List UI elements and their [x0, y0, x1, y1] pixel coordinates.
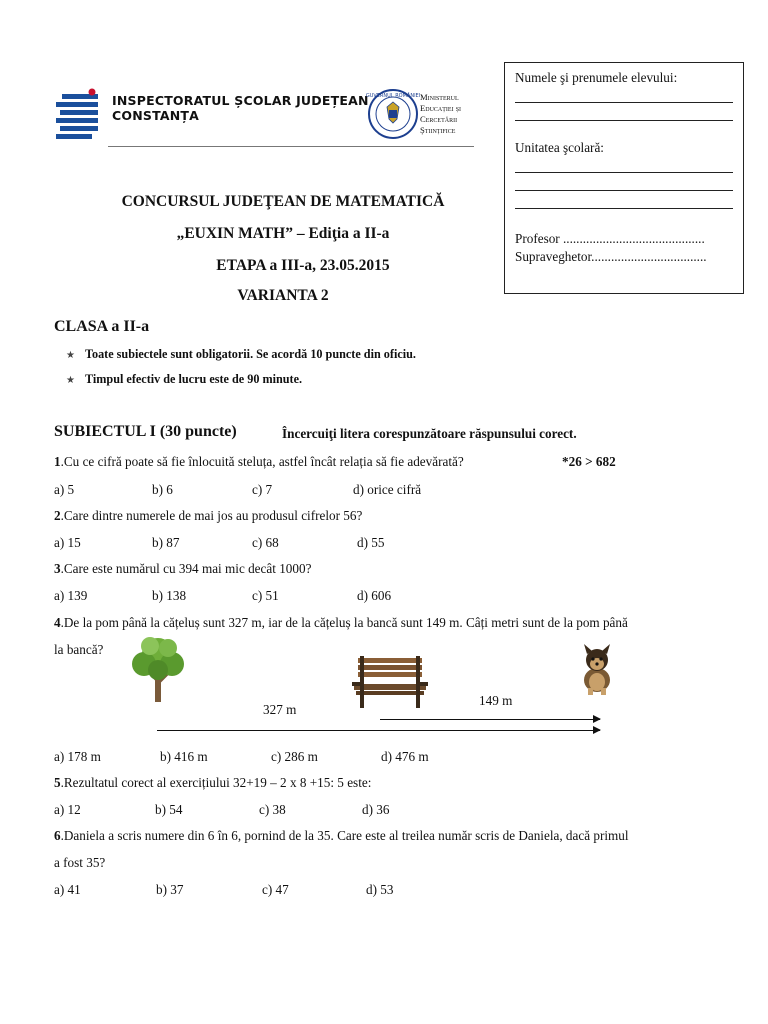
- arrow-327m: [157, 730, 600, 731]
- question-text: .Cu ce cifră poate să fie înlocuită steluța, astfel încât relația să fie adevărată?: [60, 454, 464, 469]
- label-149m: 149 m: [479, 693, 513, 708]
- tree-icon: [128, 632, 188, 704]
- question-1: [54, 454, 464, 470]
- option-a[interactable]: a) 15: [54, 535, 81, 550]
- profesor-field[interactable]: Profesor ...........................................: [515, 231, 705, 246]
- contest-title: CONCURSUL JUDEŢEAN DE MATEMATICĂ: [121, 193, 445, 210]
- star-bullet-icon: ★: [66, 375, 75, 386]
- government-seal-icon: [366, 88, 420, 140]
- stage-title: ETAPA a III-a, 23.05.2015: [216, 257, 390, 274]
- arrow-149m: [380, 719, 600, 720]
- option-c[interactable]: c) 51: [252, 588, 279, 603]
- question-text: .Care este numărul cu 394 mai mic decât 1000?: [60, 561, 312, 576]
- question-text: .Care dintre numerele de mai jos au produsul cifrelor 56?: [60, 508, 363, 523]
- question-2: [54, 508, 362, 524]
- rule-text: Timpul efectiv de lucru este de 90 minute.: [84, 372, 303, 386]
- student-name-line[interactable]: [515, 102, 733, 103]
- school-label: Unitatea şcolară:: [515, 140, 604, 155]
- question-text: .De la pom până la cățeluș sunt 327 m, iar de la cățeluș la bancă sunt 149 m. Câți metri sunt de la pom până: [60, 615, 628, 630]
- question-5: [54, 775, 371, 791]
- question-number: 2: [54, 508, 61, 523]
- seal-text: GUVERNUL ROMÂNIEI: [366, 93, 420, 99]
- student-name-line[interactable]: [515, 120, 733, 121]
- question-text: .Daniela a scris numere din 6 în 6, pornind de la 35. Care este al treilea număr scris de Daniela, dacă primul: [60, 828, 629, 843]
- ministry-line: Educației și: [420, 103, 462, 113]
- question-number: 3: [54, 561, 61, 576]
- class-heading: CLASA a II-a: [54, 318, 150, 335]
- option-d[interactable]: d) 55: [357, 535, 385, 550]
- isj-line2: CONSTANȚA: [112, 108, 199, 123]
- question-4-continuation: la bancă?: [54, 642, 104, 657]
- ministry-line: Științifice: [420, 125, 456, 135]
- question-1-relation: *26 > 682: [562, 454, 616, 469]
- section-title: SUBIECTUL I (30 puncte): [54, 423, 237, 440]
- option-b[interactable]: b) 6: [152, 482, 173, 497]
- question-number: 1: [54, 454, 61, 469]
- option-a[interactable]: a) 178 m: [54, 749, 101, 764]
- isj-name: [112, 93, 369, 123]
- variant-title: VARIANTA 2: [237, 287, 329, 304]
- option-d[interactable]: d) 53: [366, 882, 394, 897]
- label-327m: 327 m: [263, 702, 297, 717]
- option-c[interactable]: c) 68: [252, 535, 279, 550]
- option-a[interactable]: a) 5: [54, 482, 75, 497]
- option-b[interactable]: b) 87: [152, 535, 180, 550]
- option-b[interactable]: b) 54: [155, 802, 183, 817]
- question-number: 5: [54, 775, 61, 790]
- question-text: .Rezultatul corect al exercițiului 32+19 – 2 x 8 +15: 5 este:: [60, 775, 372, 790]
- header-divider: [108, 146, 474, 147]
- section-instruction: Încercuiţi litera corespunzătoare răspunsului corect.: [282, 426, 577, 441]
- student-name-label: Numele şi prenumele elevului:: [515, 70, 678, 85]
- supraveghetor-field[interactable]: Supraveghetor...................................: [515, 249, 707, 264]
- isj-logo-icon: [54, 88, 100, 142]
- question-4: [54, 615, 628, 631]
- school-line[interactable]: [515, 172, 733, 173]
- ministry-name: [420, 92, 461, 136]
- option-b[interactable]: b) 138: [152, 588, 187, 603]
- edition-title: „EUXIN MATH” – Ediţia a II-a: [176, 225, 390, 242]
- bench-icon: [350, 652, 430, 712]
- option-d[interactable]: d) 606: [357, 588, 392, 603]
- school-line[interactable]: [515, 190, 733, 191]
- question-6: [54, 828, 629, 844]
- option-d[interactable]: d) orice cifră: [353, 482, 422, 497]
- question-6-continuation: a fost 35?: [54, 855, 106, 870]
- option-a[interactable]: a) 41: [54, 882, 81, 897]
- rule-text: Toate subiectele sunt obligatorii. Se acordă 10 puncte din oficiu.: [84, 347, 416, 361]
- option-c[interactable]: c) 47: [262, 882, 289, 897]
- option-c[interactable]: c) 38: [259, 802, 286, 817]
- question-number: 6: [54, 828, 61, 843]
- rule-item: [66, 347, 416, 362]
- ministry-line: Ministerul: [420, 92, 459, 102]
- option-c[interactable]: c) 7: [252, 482, 273, 497]
- star-bullet-icon: ★: [66, 350, 75, 361]
- rule-item: [66, 372, 302, 387]
- ministry-line: Cercetării: [420, 114, 458, 124]
- question-number: 4: [54, 615, 61, 630]
- question-3: [54, 561, 311, 577]
- option-c[interactable]: c) 286 m: [271, 749, 318, 764]
- option-a[interactable]: a) 139: [54, 588, 88, 603]
- dog-icon: [574, 642, 620, 696]
- option-a[interactable]: a) 12: [54, 802, 81, 817]
- option-b[interactable]: b) 37: [156, 882, 184, 897]
- option-b[interactable]: b) 416 m: [160, 749, 208, 764]
- option-d[interactable]: d) 36: [362, 802, 390, 817]
- option-d[interactable]: d) 476 m: [381, 749, 429, 764]
- isj-line1: INSPECTORATUL ȘCOLAR JUDEȚEAN: [112, 93, 369, 108]
